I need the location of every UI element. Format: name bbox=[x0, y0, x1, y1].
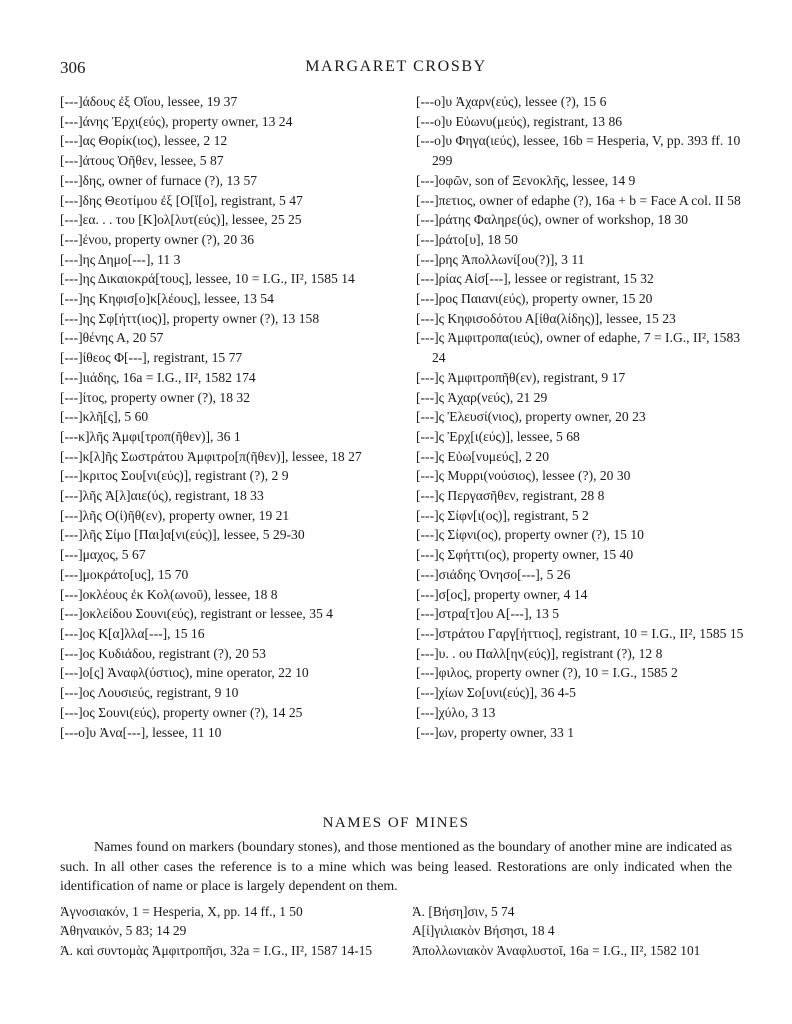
index-entry: [---]ς Σφήττι(ος), property owner, 15 40 bbox=[416, 547, 634, 563]
index-entry: [---]ς Κηφισοδότου Α[ἰθα(λίδης)], lessee, 15 23 bbox=[416, 310, 676, 326]
index-entry: [---]ς Εὐω[νυμεύς], 2 20 bbox=[416, 448, 550, 464]
index-entry: [---]ρης Ἀπολλωνί[ου(?)], 3 11 bbox=[416, 251, 585, 267]
index-entry: [---]ρος Παιανι(εύς), property owner, 15 20 bbox=[416, 291, 653, 307]
index-entry: [---]ς Ἐρχ[ι(εύς)], lessee, 5 68 bbox=[416, 428, 580, 444]
mines-column-left bbox=[60, 902, 400, 960]
index-column-right bbox=[416, 92, 746, 742]
section-title: NAMES OF MINES bbox=[322, 815, 470, 831]
index-entry: [---ο]υ Εὐωνυ(μεύς), registrant, 13 86 bbox=[416, 113, 623, 129]
index-entry: [---κ]λῆς Ἀμφι[τροπ(ῆθεν)], 36 1 bbox=[60, 428, 241, 444]
index-entry: [---]ης Δημο[---], 11 3 bbox=[60, 251, 181, 267]
index-entry: [---]οφῶν, son of Ξενοκλῆς, lessee, 14 9 bbox=[416, 172, 636, 188]
index-entry: [---]ίθεος Φ[---], registrant, 15 77 bbox=[60, 350, 243, 366]
index-entry: [---]κλῆ[ς], 5 60 bbox=[60, 409, 149, 425]
index-entry: [---]θένης Α, 20 57 bbox=[60, 330, 164, 346]
index-entry: [---]ράτο[υ], 18 50 bbox=[416, 231, 518, 247]
mines-column-right bbox=[412, 902, 742, 960]
mine-entry: Ἀγνοσιακόν, 1 = Hesperia, X, pp. 14 ff., 1 50 bbox=[60, 904, 303, 919]
index-entry: [---]ας Θορίκ(ιος), lessee, 2 12 bbox=[60, 133, 228, 149]
index-entry: [---]ος Σουνι(εύς), property owner (?), 14 25 bbox=[60, 704, 303, 720]
mine-entry: Α[ἰ]γιλιακὸν Βήσησι, 18 4 bbox=[412, 923, 555, 939]
index-entry: [---]ος Κυδιάδου, registrant (?), 20 53 bbox=[60, 645, 266, 661]
index-entry: [---]οκλείδου Σουνι(εύς), registrant or lessee, 35 4 bbox=[60, 606, 333, 622]
index-entry: [---]λῆς Ο(ἰ)ῆθ(εν), property owner, 19 21 bbox=[60, 507, 290, 523]
index-entry: [---]λῆς Σίμο [Παι]α[νι(εύς)], lessee, 5 29-30 bbox=[60, 527, 305, 543]
index-entry: [---]σιάδης Ὀνησο[---], 5 26 bbox=[416, 566, 571, 582]
index-entry: [---]άδους ἐξ Οἴου, lessee, 19 37 bbox=[60, 94, 238, 109]
index-entry: [---]ης Δικαιοκρά[τους], lessee, 10 = I.G., II², 1585 14 bbox=[60, 271, 355, 287]
index-entry: [---]ης Κηφισ[ο]κ[λέους], lessee, 13 54 bbox=[60, 291, 274, 307]
mine-entry: Ἀ. [Βήση]σιν, 5 74 bbox=[412, 904, 515, 919]
index-entry: [---]ίτος, property owner (?), 18 32 bbox=[60, 389, 251, 405]
index-entry: [---]ένου, property owner (?), 20 36 bbox=[60, 231, 255, 247]
index-entry: [---]ς Ἐλευσί(νιος), property owner, 20 23 bbox=[416, 409, 646, 425]
index-entry: [---]άτους Ὀῆθεν, lessee, 5 87 bbox=[60, 153, 224, 169]
index-entry: [---]εα. . . του [Κ]ολ[λυτ(εύς)], lessee, 25 25 bbox=[60, 212, 302, 228]
index-entry: [---]δης Θεοτίμου ἐξ [Ο[ἴ[ο], registrant, 5 47 bbox=[60, 192, 303, 208]
index-entry: [---]ς Σίφν[ι(ος)], registrant, 5 2 bbox=[416, 507, 589, 523]
mine-entry: Ἀ. καὶ συντομὰς Ἀμφιτροπῆσι, 32a = I.G., II², 1587 14-15 bbox=[60, 942, 373, 958]
index-entry: [---]ρίας Αἰσ[---], lessee or registrant, 15 32 bbox=[416, 271, 654, 287]
index-entry: [---]οκλέους ἐκ Κολ(ωνοῦ), lessee, 18 8 bbox=[60, 586, 278, 602]
index-entry: [---]ης Σφ[ήττ(ιος)], property owner (?), 13 158 bbox=[60, 310, 320, 326]
index-entry: [---]ων, property owner, 33 1 bbox=[416, 724, 574, 740]
index-entry: [---]χύλο, 3 13 bbox=[416, 704, 496, 720]
index-entry: [---]στράτου Γαργ[ήττιος], registrant, 10 = I.G., II², 1585 15 bbox=[416, 625, 744, 641]
index-entry: [---]ς Σίφνι(ος), property owner (?), 15 10 bbox=[416, 527, 644, 543]
index-entry: [---]φιλος, property owner (?), 10 = I.G., 1585 2 bbox=[416, 665, 678, 681]
index-entry: [---]ος Λουσιεύς, registrant, 9 10 bbox=[60, 685, 239, 701]
index-entry: [---]ράτης Φαληρε(ύς), owner of workshop, 18 30 bbox=[416, 212, 689, 228]
index-entry: [---]μαχος, 5 67 bbox=[60, 547, 146, 563]
index-entry: [---]μοκράτο[υς], 15 70 bbox=[60, 566, 189, 582]
index-entry: [---]κριτος Σου[νι(εύς)], registrant (?), 2 9 bbox=[60, 468, 289, 484]
index-column-left bbox=[60, 92, 390, 742]
page-number: 306 bbox=[60, 58, 86, 77]
index-entry: [---]ς Ἀμφιτροπα(ιεύς), owner of edaphe, 7 = I.G., II², 1583 24 bbox=[416, 330, 741, 366]
index-entry: [---]άνης Ἐρχι(εύς), property owner, 13 24 bbox=[60, 113, 293, 129]
index-entry: [---]ς Ἀχαρ(νεύς), 21 29 bbox=[416, 389, 548, 405]
mine-entry: Ἀθηναικόν, 5 83; 14 29 bbox=[60, 923, 187, 939]
index-entry: [---]δης, owner of furnace (?), 13 57 bbox=[60, 172, 258, 188]
index-entry: [---ο]υ Ἀχαρν(εύς), lessee (?), 15 6 bbox=[416, 94, 607, 109]
index-entry: [---]κ[λ]ῆς Σωστράτου Ἀμφιτρο[π(ῆθεν)], lessee, 18 27 bbox=[60, 448, 362, 464]
index-entry: [---]λῆς Ἀ[λ]αιε(ύς), registrant, 18 33 bbox=[60, 488, 264, 504]
index-entry: [---]ς Ἀμφιτροπῆθ(εν), registrant, 9 17 bbox=[416, 369, 626, 385]
index-entry: [---ο]υ Ἀνα[---], lessee, 11 10 bbox=[60, 724, 222, 740]
index-entry: [---]ς Περγασῆθεν, registrant, 28 8 bbox=[416, 488, 605, 504]
section-intro: Names found on markers (boundary stones), and those mentioned as the boundary of another mine are indicated as such. In all other cases the reference is to a mine which was being leased. Restorations are only indicated when the identification of name or place is largely dependent on them. bbox=[60, 840, 733, 895]
index-entry: [---]ος Κ[α]λλα[---], 15 16 bbox=[60, 625, 205, 641]
index-entry: [---]στρα[τ]ου Α[---], 13 5 bbox=[416, 606, 560, 622]
index-entry: [---]σ[ος], property owner, 4 14 bbox=[416, 586, 588, 602]
index-entry: [---]πετιος, owner of edaphe (?), 16a + b = Face A col. II 58 bbox=[416, 192, 741, 208]
index-entry: [---ο]υ Φηγα(ιεύς), lessee, 16b = Hesperia, V, pp. 393 ff. 10 299 bbox=[416, 133, 741, 169]
index-entry: [---]ς Μυρρι(νούσιος), lessee (?), 20 30 bbox=[416, 468, 631, 484]
mine-entry: Ἀπολλωνιακὸν Ἀναφλυστοῖ, 16a = I.G., II², 1582 101 bbox=[412, 942, 701, 958]
running-title: MARGARET CROSBY bbox=[305, 58, 487, 75]
index-entry: [---]ιιάδης, 16a = I.G., II², 1582 174 bbox=[60, 369, 256, 385]
index-entry: [---]ο[ς] Ἀναφλ(ύστιος), mine operator, 22 10 bbox=[60, 665, 309, 681]
index-entry: [---]χίων Σο[υνι(εύς)], 36 4-5 bbox=[416, 685, 576, 701]
index-entry: [---]υ. . ου Παλλ[ην(εύς)], registrant (?), 12 8 bbox=[416, 645, 663, 661]
